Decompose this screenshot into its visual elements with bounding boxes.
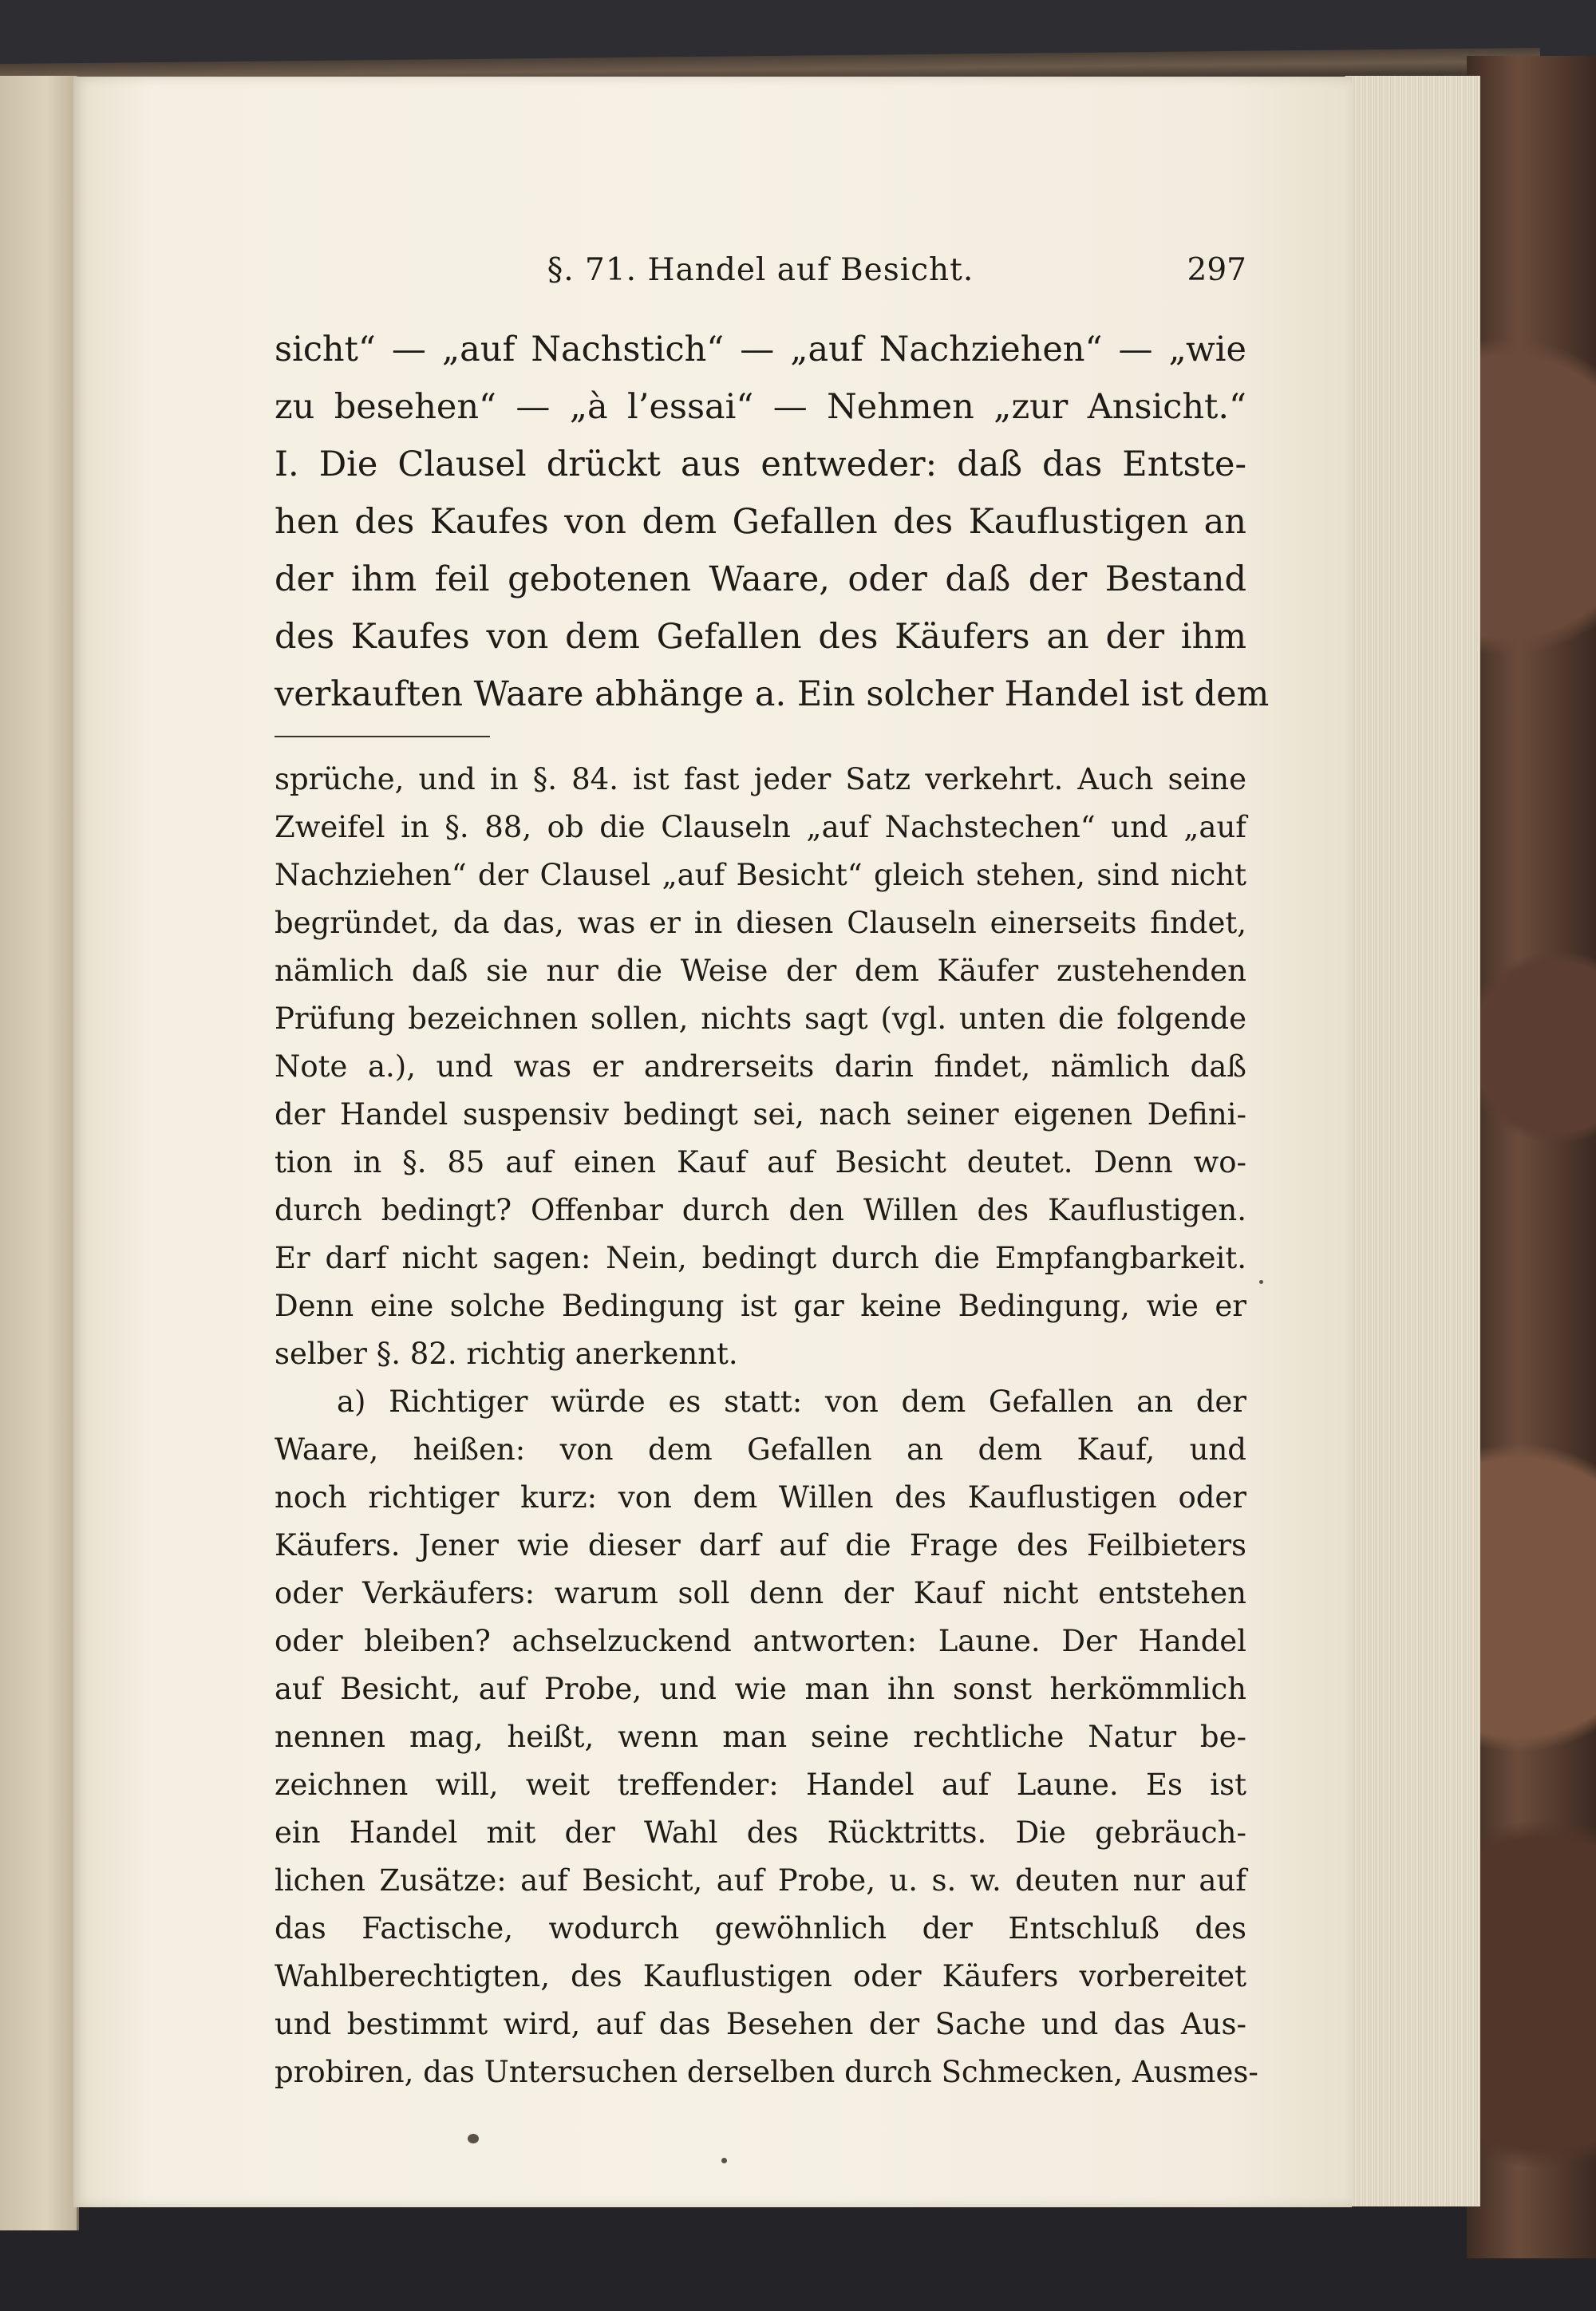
footnote-line: oder bleiben? achselzuckend antworten: Laune. Der Handel [275, 1624, 1246, 1658]
footnote-line: Note a.), und was er andrerseits darin findet, nämlich daß [275, 1049, 1246, 1084]
footnote-line: der Handel suspensiv bedingt sei, nach seiner eigenen Defini- [275, 1097, 1246, 1132]
footnote-line: Zweifel in §. 88, ob die Clauseln „auf Nachstechen“ und „auf [275, 810, 1246, 844]
footnote-line: ein Handel mit der Wahl des Rücktritts. Die gebräuch- [275, 1815, 1246, 1850]
footnote-line: a) Richtiger würde es statt: von dem Gefallen an der [337, 1385, 1246, 1419]
footnote-line: sprüche, und in §. 84. ist fast jeder Satz verkehrt. Auch seine [275, 762, 1246, 796]
footnote-line: begründet, da das, was er in diesen Clauseln einerseits findet, [275, 906, 1246, 940]
footnote-line: oder Verkäufers: warum soll denn der Kauf nicht entstehen [275, 1576, 1246, 1610]
page-header [275, 252, 1246, 300]
footnote-line: Wahlberechtigten, des Kauflustigen oder Käufers vorbereitet [275, 1959, 1246, 1993]
footnote-line: Käufers. Jener wie dieser darf auf die Frage des Feilbieters [275, 1528, 1246, 1562]
body-line: hen des Kaufes von dem Gefallen des Kauflustigen an [275, 502, 1246, 542]
footnote-line: nennen mag, heißt, wenn man seine rechtliche Natur be- [275, 1720, 1246, 1754]
body-line: I. Die Clausel drückt aus entweder: daß das Entste- [275, 444, 1246, 484]
body-line: zu besehen“ — „à l’essai“ — Nehmen „zur Ansicht.“ [275, 387, 1246, 427]
footnote-line: und bestimmt wird, auf das Besehen der Sache und das Aus- [275, 2007, 1246, 2041]
footnote-line: Prüfung bezeichnen sollen, nichts sagt (vgl. unten die folgende [275, 1001, 1246, 1036]
book-page [73, 77, 1352, 2207]
body-line: verkauften Waare abhänge a. Ein solcher Handel ist dem [275, 674, 1270, 714]
body-line: der ihm feil gebotenen Waare, oder daß der Bestand [275, 559, 1246, 599]
body-line: sicht“ — „auf Nachstich“ — „auf Nachziehen“ — „wie [275, 330, 1246, 369]
footnote-line: probiren, das Untersuchen derselben durch Schmecken, Ausmes- [275, 2055, 1258, 2089]
page-stack-edges [1345, 76, 1480, 2206]
footnote-separator [275, 736, 490, 737]
footnote-line: Waare, heißen: von dem Gefallen an dem Kauf, und [275, 1432, 1246, 1467]
body-line: des Kaufes von dem Gefallen des Käufers an der ihm [275, 617, 1246, 657]
footnote-line: auf Besicht, auf Probe, und wie man ihn sonst herkömmlich [275, 1672, 1246, 1706]
footnote-line: zeichnen will, weit treffender: Handel auf Laune. Es ist [275, 1768, 1246, 1802]
footnote-line: durch bedingt? Offenbar durch den Willen des Kauflustigen. [275, 1193, 1246, 1227]
footnote-line: Er darf nicht sagen: Nein, bedingt durch die Empfangbarkeit. [275, 1241, 1246, 1275]
footnote-line: nämlich daß sie nur die Weise der dem Käufer zustehenden [275, 954, 1246, 988]
footnote-line: das Factische, wodurch gewöhnlich der Entschluß des [275, 1911, 1246, 1946]
footnote-line: Denn eine solche Bedingung ist gar keine Bedingung, wie er [275, 1289, 1246, 1323]
running-head: §. 71. Handel auf Besicht. [547, 252, 974, 288]
paper-spot [468, 2134, 479, 2143]
footnote-line: Nachziehen“ der Clausel „auf Besicht“ gleich stehen, sind nicht [275, 858, 1246, 892]
footnote-line: noch richtiger kurz: von dem Willen des Kauflustigen oder [275, 1480, 1246, 1515]
footnote-line: selber §. 82. richtig anerkennt. [275, 1337, 738, 1371]
footnote-line: tion in §. 85 auf einen Kauf auf Besicht deutet. Denn wo- [275, 1145, 1246, 1179]
marbled-cover-edge [1467, 56, 1596, 2258]
paper-spot [1259, 1280, 1263, 1284]
page-number: 297 [1187, 252, 1246, 288]
footnote-line: lichen Zusätze: auf Besicht, auf Probe, u. s. w. deuten nur auf [275, 1863, 1246, 1898]
paper-spot [721, 2158, 727, 2163]
facing-page-edge [0, 76, 79, 2230]
